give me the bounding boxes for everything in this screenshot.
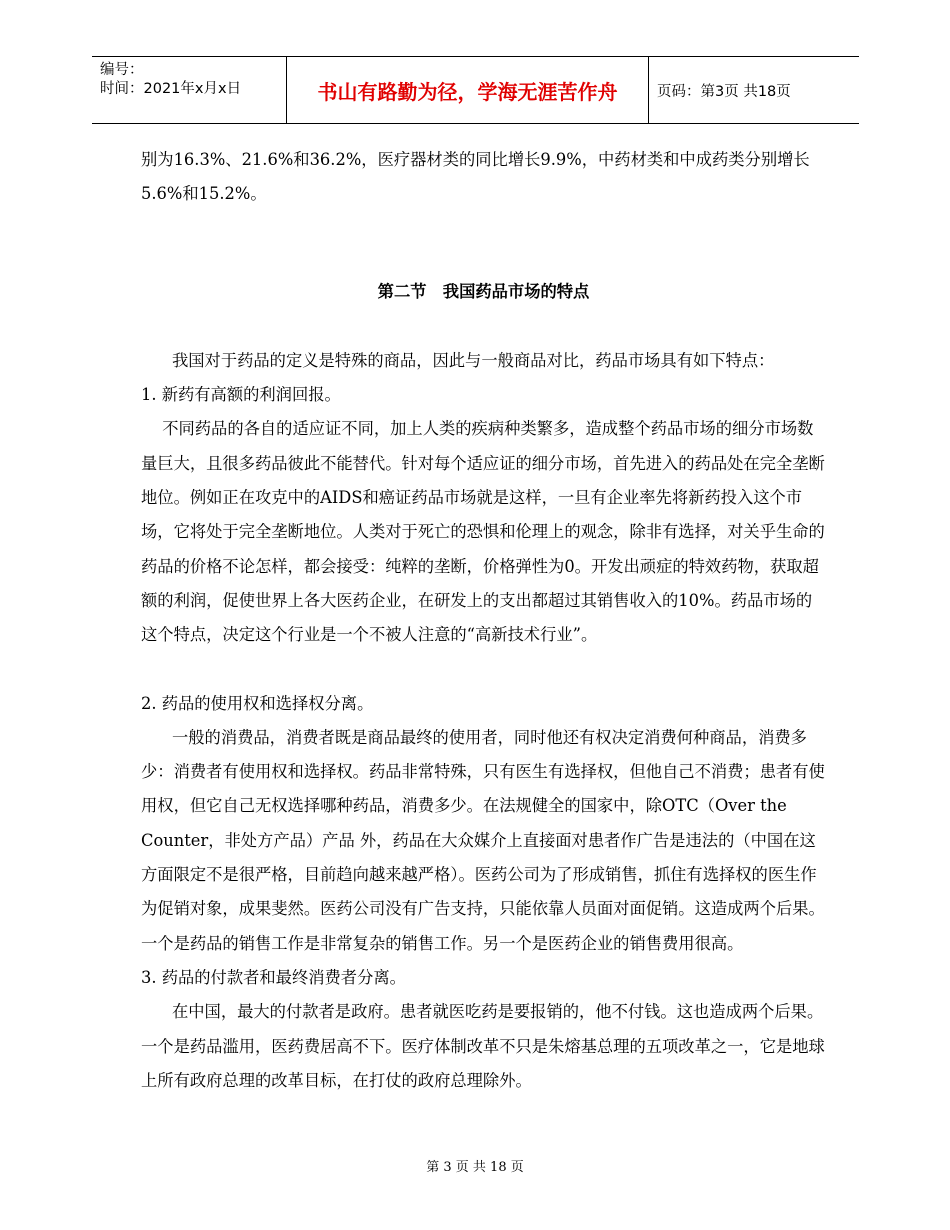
point3-title: 3. 药品的付款者和最终消费者分离。 [141,967,406,987]
header-meta [92,57,287,123]
spacer [141,653,826,687]
header-page-info: 页码：第3页 共18页 [657,83,791,100]
code-label: 编号： [100,62,144,78]
point2-paragraph: 一般的消费品，消费者既是商品最终的使用者，同时他还有权决定消费何种商品，消费多少：消费者有使用权和选择权。药品非常特殊，只有医生有选择权，但他自己不消费；患者有使用权，但它自己无权选择哪种药品，消费多少。在法规健全的国家中，除OTC（Over the Counter，非处方产品）产品 外，药品在大众媒介上直接面对患者作广告是违法的（中国在这方面限定不是很严格，目前趋向越来越严格）。医药公司为了形成销售，抓住有选择权的医生作为促销对象，成果斐然。医药公司没有广告支持，只能依靠人员面对面促销。这造成两个后果。一个是药品的销售工作是非常复杂的销售工作。另一个是医药企业的销售费用很高。 [141,727,825,953]
point3-paragraph: 在中国，最大的付款者是政府。患者就医吃药是要报销的，他不付钱。这也造成两个后果。一个是药品滥用，医药费居高不下。医疗体制改革不只是朱熔基总理的五项改革之一，它是地球上所有政府总理的改革目标，在打仗的政府总理除外。 [141,1002,825,1090]
time-label: 时间：2021年x月x日 [100,81,242,97]
page-footer: 第 3 页 共 18 页 [426,1160,524,1175]
continuation-paragraph: 别为16.3%、21.6%和36.2%，医疗器材类的同比增长9.9%，中药材类和中成药类分别增长5.6%和15.2%。 [141,150,810,204]
point1-title: 1. 新药有高额的利润回报。 [141,385,341,405]
document-body [141,143,826,1098]
document-header [92,56,859,124]
point2-title: 2. 药品的使用权和选择权分离。 [141,693,374,713]
section-title: 第二节 我国药品市场的特点 [377,281,590,301]
header-motto: 书山有路勤为径，学海无涯苦作舟 [287,57,649,123]
intro-paragraph: 我国对于药品的定义是特殊的商品，因此与一般商品对比，药品市场具有如下特点： [171,350,775,370]
point1-paragraph: 不同药品的各自的适应证不同，加上人类的疾病种类繁多，造成整个药品市场的细分市场数量巨大，且很多药品彼此不能替代。针对每个适应证的细分市场，首先进入的药品处在完全垄断地位。例如正在攻克中的AIDS和癌证药品市场就是这样，一旦有企业率先将新药投入这个市场，它将处于完全垄断地位。人类对于死亡的恐惧和伦理上的观念，除非有选择，对关乎生命的药品的价格不论怎样，都会接受：纯粹的垄断，价格弹性为0。开发出顽症的特效药物，获取超额的利润，促使世界上各大医药企业，在研发上的支出都超过其销售收入的10%。药品市场的这个特点，决定这个行业是一个不被人注意的“高新技术行业”。 [141,419,825,645]
